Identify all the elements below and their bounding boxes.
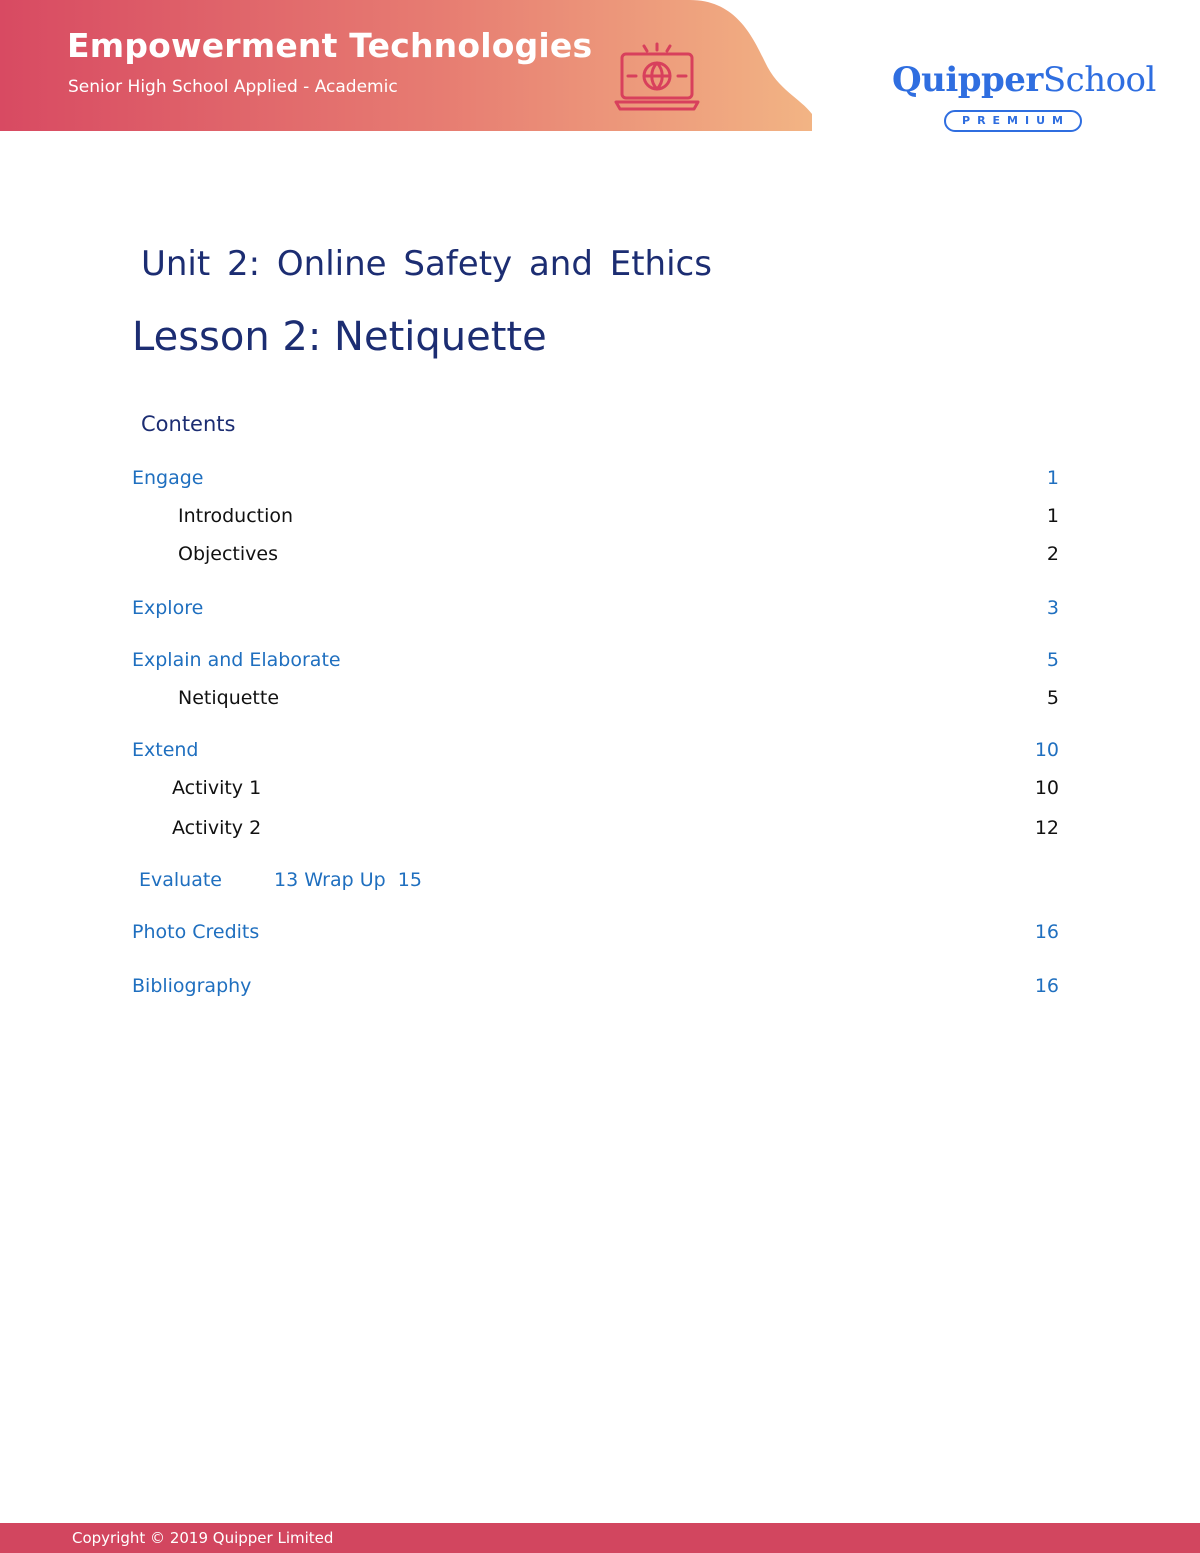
toc-label: Bibliography	[132, 975, 252, 997]
toc-page: 1	[1046, 505, 1059, 527]
toc-page: 2	[1046, 543, 1059, 565]
toc-entry-evaluate-wrap-up[interactable]	[139, 869, 422, 891]
toc-label: Photo Credits	[132, 921, 260, 943]
toc-label: Extend	[132, 739, 199, 761]
course-subtitle: Senior High School Applied - Academic	[68, 77, 398, 97]
toc-page: 10	[1034, 739, 1059, 761]
toc-entry-explain-and-elaborate[interactable]	[132, 649, 1059, 677]
toc-page: 5	[1046, 649, 1059, 671]
toc-label: Activity 2	[172, 817, 262, 839]
toc-entry-explore[interactable]	[132, 597, 1059, 625]
unit-title: Unit 2: Online Safety and Ethics	[141, 244, 712, 284]
toc-page: 1	[1046, 467, 1059, 489]
toc-entry-activity-1[interactable]	[132, 777, 1059, 805]
toc-page: 16	[1034, 975, 1059, 997]
toc-entry-objectives[interactable]	[132, 543, 1059, 571]
toc-entry-photo-credits[interactable]	[132, 921, 1059, 949]
toc-page: 16	[1034, 921, 1059, 943]
toc-page: 12	[1034, 817, 1059, 839]
toc-page: 10	[1034, 777, 1059, 799]
toc-page-evaluate: 13	[274, 869, 299, 891]
brand-name-light: School	[1042, 60, 1156, 100]
footer-bar	[0, 1523, 1200, 1553]
toc-label: Engage	[132, 467, 204, 489]
toc-label: Explore	[132, 597, 204, 619]
toc-entry-activity-2[interactable]	[132, 817, 1059, 845]
toc-page: 5	[1046, 687, 1059, 709]
brand-name-bold: Quipper	[892, 60, 1043, 100]
toc-label: Introduction	[178, 505, 294, 527]
toc-page: 3	[1046, 597, 1059, 619]
toc-page-wrap-up: 15	[397, 869, 422, 891]
toc-label: Objectives	[178, 543, 278, 565]
copyright-text: Copyright © 2019 Quipper Limited	[72, 1529, 334, 1547]
toc-entry-introduction[interactable]	[132, 505, 1059, 533]
premium-badge: PREMIUM	[944, 110, 1082, 132]
contents-heading: Contents	[141, 412, 236, 436]
course-title: Empowerment Technologies	[67, 26, 593, 65]
lesson-title: Lesson 2: Netiquette	[132, 314, 547, 360]
toc-entry-netiquette[interactable]	[132, 687, 1059, 715]
toc-entry-engage[interactable]	[132, 467, 1059, 495]
toc-label-evaluate: Evaluate	[139, 869, 222, 891]
toc-label: Netiquette	[178, 687, 280, 709]
toc-label: Activity 1	[172, 777, 262, 799]
toc-entry-bibliography[interactable]	[132, 975, 1059, 1003]
toc-label: Explain and Elaborate	[132, 649, 341, 671]
toc-label-wrap-up: Wrap Up	[304, 869, 386, 891]
toc-entry-extend[interactable]	[132, 739, 1059, 767]
